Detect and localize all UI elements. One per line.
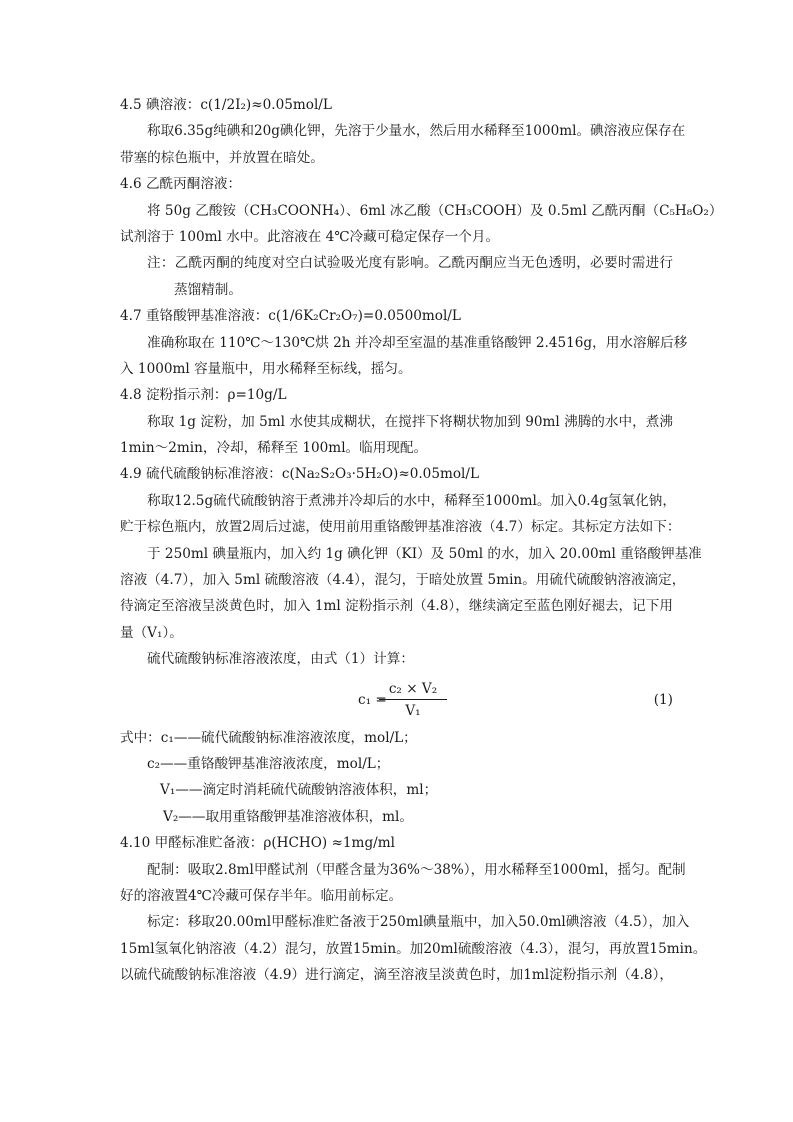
paragraph-line: 入 1000ml 容量瓶中，用水稀释至标线，摇匀。	[120, 360, 412, 377]
equation-number: (1)	[653, 691, 673, 708]
paragraph-line: 试剂溶于 100ml 水中。此溶液在 4℃冷藏可稳定保存一个月。	[120, 228, 500, 245]
paragraph-line: 好的溶液置4℃冷藏可保存半年。临用前标定。	[120, 887, 403, 904]
paragraph-line: 量（V₁）。	[120, 624, 183, 641]
paragraph-line: 称取12.5g硫代硫酸钠溶于煮沸并冷却后的水中，稀释至1000ml。加入0.4g氢氧化钠，	[147, 492, 676, 509]
paragraph-line: 称取6.35g纯碘和20g碘化钾，先溶于少量水，然后用水稀释至1000ml。碘溶液应保存在	[147, 123, 686, 140]
paragraph-line: 带塞的棕色瓶中，并放置在暗处。	[120, 149, 324, 166]
paragraph-line: 溶液（4.7），加入 5ml 硫酸溶液（4.4），混匀，于暗处放置 5min。用硫代硫酸钠溶液滴定，	[120, 572, 686, 589]
equation-lhs: c₁ =	[358, 691, 387, 708]
definition-line: V₂——取用重铬酸钾基准溶液体积，ml。	[163, 808, 414, 825]
paragraph-line: 称取 1g 淀粉，加 5ml 水使其成糊状，在搅拌下将糊状物加到 90ml 沸腾的水中，煮沸	[147, 413, 673, 430]
definition-line: 式中：c₁——硫代硫酸钠标准溶液浓度，mol/L；	[120, 729, 417, 746]
paragraph-line: 1min～2min，冷却，稀释至 100ml。临用现配。	[120, 440, 428, 457]
equation-numerator: c₂ × V₂	[379, 679, 447, 700]
paragraph-line: 贮于棕色瓶内，放置2周后过滤，使用前用重铬酸钾基准溶液（4.7）标定。其标定方法如下：	[120, 519, 681, 536]
equation-fraction	[379, 679, 447, 720]
definition-line: c₂——重铬酸钾基准溶液浓度，mol/L；	[147, 755, 390, 772]
document-page	[120, 92, 723, 989]
paragraph-line: 准确称取在 110℃～130℃烘 2h 并冷却至室温的基准重铬酸钾 2.4516g，用水溶解后移	[147, 334, 688, 351]
equation-1	[120, 679, 673, 723]
paragraph-line: 标定：移取20.00ml甲醛标准贮备液于250ml碘量瓶中，加入50.0ml碘溶液（4.5），加入	[147, 914, 690, 931]
paragraph-line: 以硫代硫酸钠标准溶液（4.9）进行滴定，滴至溶液呈淡黄色时，加1ml淀粉指示剂（4.8），	[120, 967, 673, 984]
paragraph-line: 待滴定至溶液呈淡黄色时，加入 1ml 淀粉指示剂（4.8），继续滴定至蓝色刚好褪去，记下用	[120, 598, 673, 615]
paragraph-line: 于 250ml 碘量瓶内，加入约 1g 碘化钾（KI）及 50ml 的水，加入 20.00ml 重铬酸钾基准	[147, 545, 702, 562]
section-heading-4-7: 4.7 重铬酸钾基准溶液：c(1/6K₂Cr₂O₇)=0.0500mol/L	[120, 308, 461, 325]
section-heading-4-10: 4.10 甲醛标准贮备液：ρ(HCHO) ≈1mg/ml	[120, 835, 395, 852]
definition-line: V₁——滴定时消耗硫代硫酸钠溶液体积，ml；	[160, 782, 438, 799]
note-line: 蒸馏精制。	[174, 281, 242, 298]
section-heading-4-6: 4.6 乙酰丙酮溶液：	[120, 176, 242, 193]
paragraph-line: 将 50g 乙酸铵（CH₃COONH₄）、6ml 冰乙酸（CH₃COOH）及 0.5ml 乙酰丙酮（C₅H₈O₂）	[147, 202, 723, 219]
note-line: 注：乙酰丙酮的纯度对空白试验吸光度有影响。乙酰丙酮应当无色透明，必要时需进行	[147, 255, 673, 272]
equation-denominator: V₁	[405, 702, 421, 719]
section-heading-4-5: 4.5 碘溶液：c(1/2I₂)≈0.05mol/L	[120, 97, 332, 113]
section-heading-4-9: 4.9 硫代硫酸钠标准溶液：c(Na₂S₂O₃·5H₂O)≈0.05mol/L	[120, 466, 480, 483]
paragraph-line: 15ml氢氧化钠溶液（4.2）混匀，放置15min。加20ml硫酸溶液（4.3），混匀，再放置15min。	[120, 940, 707, 957]
paragraph-line: 硫代硫酸钠标准溶液浓度，由式（1）计算：	[147, 651, 414, 668]
section-heading-4-8: 4.8 淀粉指示剂：ρ=10g/L	[120, 387, 287, 404]
paragraph-line: 配制：吸取2.8ml甲醛试剂（甲醛含量为36%～38%），用水稀释至1000ml，摇匀。配制	[147, 861, 686, 878]
